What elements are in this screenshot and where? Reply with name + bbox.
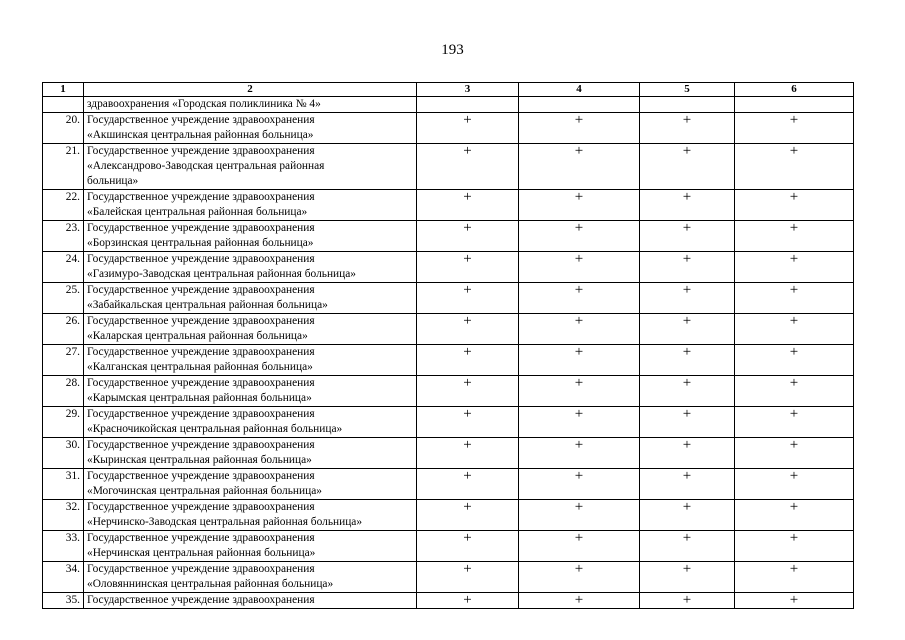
- institution-name-line: «Газимуро-Заводская центральная районная больница»: [87, 268, 356, 280]
- mark-cell-col5: +: [640, 221, 735, 252]
- mark-cell-col3: +: [417, 221, 519, 252]
- institution-name-cell: [84, 113, 417, 144]
- institution-name-cell: [84, 376, 417, 407]
- table-row: [43, 562, 854, 593]
- mark-cell-col6: +: [735, 190, 854, 221]
- table-row: [43, 113, 854, 144]
- row-number: 32.: [43, 500, 84, 531]
- mark-cell-col5: +: [640, 345, 735, 376]
- mark-cell-col6: +: [735, 500, 854, 531]
- mark-cell-col6: +: [735, 376, 854, 407]
- mark-cell-col3: +: [417, 144, 519, 190]
- institution-name-cell: [84, 97, 417, 113]
- mark-cell-col5: +: [640, 562, 735, 593]
- mark-cell-col5: +: [640, 144, 735, 190]
- row-number: 23.: [43, 221, 84, 252]
- mark-cell-col4: +: [519, 190, 640, 221]
- institution-name-line: Государственное учреждение здравоохранения: [87, 377, 315, 389]
- institution-name-line: Государственное учреждение здравоохранения: [87, 191, 315, 203]
- institution-name-line: Государственное учреждение здравоохранения: [87, 253, 315, 265]
- mark-cell-col5: +: [640, 531, 735, 562]
- mark-cell-col6: +: [735, 144, 854, 190]
- mark-cell-col3: +: [417, 190, 519, 221]
- mark-cell-col6: +: [735, 252, 854, 283]
- institution-name-line: «Акшинская центральная районная больница»: [87, 129, 314, 141]
- mark-cell-col4: +: [519, 376, 640, 407]
- institution-name-cell: [84, 562, 417, 593]
- table-row: [43, 438, 854, 469]
- table-row: [43, 144, 854, 190]
- mark-cell-col4: +: [519, 407, 640, 438]
- mark-cell-col4: [519, 97, 640, 113]
- page-number: 193: [441, 42, 464, 58]
- row-number: 24.: [43, 252, 84, 283]
- table-row: [43, 469, 854, 500]
- row-number: 28.: [43, 376, 84, 407]
- mark-cell-col3: +: [417, 593, 519, 609]
- institution-name-cell: [84, 531, 417, 562]
- table-body: [43, 97, 854, 609]
- mark-cell-col6: +: [735, 113, 854, 144]
- institution-name-cell: [84, 144, 417, 190]
- table-row: [43, 376, 854, 407]
- mark-cell-col4: +: [519, 144, 640, 190]
- mark-cell-col5: [640, 97, 735, 113]
- table-row: [43, 593, 854, 609]
- table-row: [43, 345, 854, 376]
- mark-cell-col4: +: [519, 500, 640, 531]
- table-row: [43, 97, 854, 113]
- table-header-row: [43, 83, 854, 97]
- institution-name-line: Государственное учреждение здравоохранения: [87, 114, 315, 126]
- institution-name-line: «Балейская центральная районная больница»: [87, 206, 308, 218]
- column-header: 3: [417, 83, 519, 97]
- institution-name-cell: [84, 283, 417, 314]
- institution-name-line: Государственное учреждение здравоохранения: [87, 346, 315, 358]
- mark-cell-col5: +: [640, 407, 735, 438]
- mark-cell-col4: +: [519, 593, 640, 609]
- mark-cell-col5: +: [640, 314, 735, 345]
- mark-cell-col6: [735, 97, 854, 113]
- mark-cell-col3: +: [417, 469, 519, 500]
- institution-name-line: «Карымская центральная районная больница»: [87, 392, 312, 404]
- mark-cell-col6: +: [735, 593, 854, 609]
- row-number: 34.: [43, 562, 84, 593]
- mark-cell-col4: +: [519, 531, 640, 562]
- mark-cell-col6: +: [735, 345, 854, 376]
- institution-name-line: «Красночикойская центральная районная больница»: [87, 423, 343, 435]
- mark-cell-col5: +: [640, 500, 735, 531]
- institution-name-line: «Оловяннинская центральная районная больница»: [87, 578, 334, 590]
- institution-name-line: «Кыринская центральная районная больница»: [87, 454, 312, 466]
- institution-name-line: «Калганская центральная районная больница»: [87, 361, 313, 373]
- mark-cell-col5: +: [640, 593, 735, 609]
- mark-cell-col4: +: [519, 469, 640, 500]
- mark-cell-col4: +: [519, 562, 640, 593]
- row-number: 22.: [43, 190, 84, 221]
- row-number: [43, 97, 84, 113]
- institution-name-cell: [84, 593, 417, 609]
- institution-name-line: Государственное учреждение здравоохранения: [87, 145, 315, 157]
- mark-cell-col3: +: [417, 283, 519, 314]
- column-header: 5: [640, 83, 735, 97]
- table-row: [43, 314, 854, 345]
- table-row: [43, 531, 854, 562]
- institution-name-cell: [84, 438, 417, 469]
- mark-cell-col6: +: [735, 469, 854, 500]
- row-number: 26.: [43, 314, 84, 345]
- row-number: 20.: [43, 113, 84, 144]
- institution-name-line: «Могочинская центральная районная больница»: [87, 485, 322, 497]
- institution-name-line: Государственное учреждение здравоохранения: [87, 408, 315, 420]
- mark-cell-col3: +: [417, 252, 519, 283]
- mark-cell-col6: +: [735, 407, 854, 438]
- institution-name-line: Государственное учреждение здравоохранения: [87, 594, 315, 606]
- mark-cell-col3: +: [417, 562, 519, 593]
- row-number: 29.: [43, 407, 84, 438]
- institution-name-cell: [84, 314, 417, 345]
- column-header: 2: [84, 83, 417, 97]
- table-row: [43, 252, 854, 283]
- row-number: 33.: [43, 531, 84, 562]
- institution-name-line: Государственное учреждение здравоохранения: [87, 222, 315, 234]
- institution-name-line: Государственное учреждение здравоохранения: [87, 563, 315, 575]
- mark-cell-col5: +: [640, 252, 735, 283]
- column-header: 6: [735, 83, 854, 97]
- institution-name-cell: [84, 252, 417, 283]
- mark-cell-col3: +: [417, 531, 519, 562]
- institution-name-line: Государственное учреждение здравоохранения: [87, 315, 315, 327]
- mark-cell-col6: +: [735, 438, 854, 469]
- mark-cell-col5: +: [640, 283, 735, 314]
- institution-name-cell: [84, 221, 417, 252]
- institution-name-cell: [84, 407, 417, 438]
- mark-cell-col3: +: [417, 314, 519, 345]
- mark-cell-col5: +: [640, 190, 735, 221]
- institution-name-line: Государственное учреждение здравоохранения: [87, 284, 315, 296]
- institution-name-cell: [84, 190, 417, 221]
- institution-name-line: Государственное учреждение здравоохранения: [87, 439, 315, 451]
- mark-cell-col5: +: [640, 376, 735, 407]
- column-header: 4: [519, 83, 640, 97]
- mark-cell-col3: [417, 97, 519, 113]
- table-row: [43, 221, 854, 252]
- table-row: [43, 190, 854, 221]
- mark-cell-col3: +: [417, 500, 519, 531]
- mark-cell-col4: +: [519, 438, 640, 469]
- mark-cell-col6: +: [735, 283, 854, 314]
- mark-cell-col6: +: [735, 314, 854, 345]
- institution-name-line: больница»: [87, 175, 139, 187]
- institution-name-cell: [84, 345, 417, 376]
- institution-name-line: «Борзинская центральная районная больница»: [87, 237, 314, 249]
- institution-name-line: «Забайкальская центральная районная больница»: [87, 299, 328, 311]
- table-row: [43, 283, 854, 314]
- row-number: 35.: [43, 593, 84, 609]
- mark-cell-col4: +: [519, 221, 640, 252]
- mark-cell-col6: +: [735, 562, 854, 593]
- institution-name-line: «Нерчинская центральная районная больница»: [87, 547, 316, 559]
- mark-cell-col3: +: [417, 376, 519, 407]
- mark-cell-col5: +: [640, 438, 735, 469]
- mark-cell-col3: +: [417, 345, 519, 376]
- row-number: 30.: [43, 438, 84, 469]
- table-row: [43, 407, 854, 438]
- institution-name-line: «Нерчинско-Заводская центральная районная больница»: [87, 516, 363, 528]
- mark-cell-col3: +: [417, 438, 519, 469]
- institution-name-line: «Каларская центральная районная больница»: [87, 330, 308, 342]
- institution-name-cell: [84, 500, 417, 531]
- institution-name-line: здравоохранения «Городская поликлиника № 4»: [87, 98, 321, 110]
- column-header: 1: [43, 83, 84, 97]
- mark-cell-col6: +: [735, 531, 854, 562]
- row-number: 21.: [43, 144, 84, 190]
- institution-name-cell: [84, 469, 417, 500]
- row-number: 25.: [43, 283, 84, 314]
- institutions-table: [42, 82, 854, 609]
- mark-cell-col4: +: [519, 113, 640, 144]
- institution-name-line: «Александрово-Заводская центральная районная: [87, 160, 325, 172]
- mark-cell-col5: +: [640, 469, 735, 500]
- institution-name-line: Государственное учреждение здравоохранения: [87, 501, 315, 513]
- mark-cell-col4: +: [519, 252, 640, 283]
- row-number: 27.: [43, 345, 84, 376]
- mark-cell-col3: +: [417, 407, 519, 438]
- institution-name-line: Государственное учреждение здравоохранения: [87, 532, 315, 544]
- table-row: [43, 500, 854, 531]
- mark-cell-col4: +: [519, 314, 640, 345]
- mark-cell-col5: +: [640, 113, 735, 144]
- mark-cell-col4: +: [519, 345, 640, 376]
- mark-cell-col4: +: [519, 283, 640, 314]
- mark-cell-col3: +: [417, 113, 519, 144]
- mark-cell-col6: +: [735, 221, 854, 252]
- institution-name-line: Государственное учреждение здравоохранения: [87, 470, 315, 482]
- row-number: 31.: [43, 469, 84, 500]
